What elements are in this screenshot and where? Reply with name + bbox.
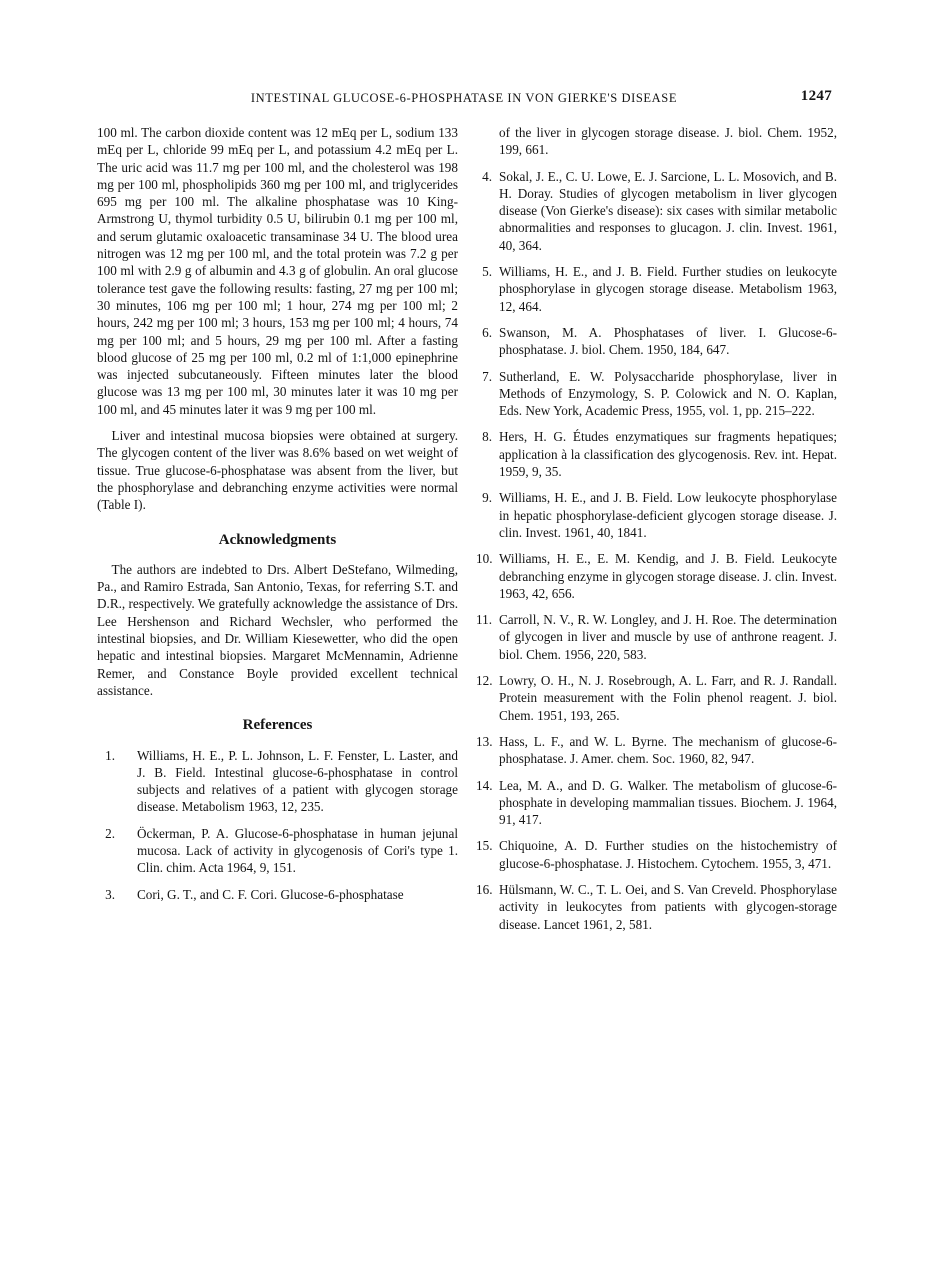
reference-number: 3. — [105, 886, 115, 902]
reference-item — [478, 324, 837, 359]
reference-item — [478, 168, 837, 254]
reference-item — [97, 825, 458, 877]
reference-number: 5. — [482, 264, 492, 280]
reference-number: 10. — [476, 551, 493, 567]
reference-text: Carroll, N. V., R. W. Longley, and J. H. Roe. The determination of glycogen in liver and muscle by use of anthrone reagent. J. biol. Chem. 1956, 220, 583. — [499, 612, 837, 662]
reference-text: Williams, H. E., E. M. Kendig, and J. B. Field. Leukocyte debranching enzyme in glycogen storage disease. J. clin. Invest. 1963, 42, 656. — [499, 551, 837, 601]
reference-text: Lowry, O. H., N. J. Rosebrough, A. L. Farr, and R. J. Randall. Protein measurement with the Folin phenol reagent. J. biol. Chem. 1951, 193, 265. — [499, 673, 837, 723]
references-list-left — [97, 747, 458, 903]
case-results-paragraph: 100 ml. The carbon dioxide content was 12 mEq per L, sodium 133 mEq per L, chloride 99 mEq per L, and potassium 4.2 mEq per L. The uric acid was 11.7 mg per 100 ml, and the cholesterol was 198 mg per 100 ml, phospholipids 360 mg per 100 ml, and triglycerides 695 mg per 100 ml. The alkaline phosphatase was 10 King-Armstrong U, thymol turbidity 0.5 U, bilirubin 0.1 mg per 100 ml, and serum glutamic oxaloacetic transaminase 34 U. The blood urea nitrogen was 12 mg per 100 ml, and the total protein was 7.2 g per 100 ml with 2.9 g of albumin and 4.3 g of globulin. An oral glucose tolerance test gave the following results: fasting, 27 mg per 100 ml; 30 minutes, 106 mg per 100 ml; 1 hour, 274 mg per 100 ml; 2 hours, 242 mg per 100 ml; 3 hours, 153 mg per 100 ml; 4 hours, 74 mg per 100 ml; and 5 hours, 29 mg per 100 ml. After a fasting blood glucose of 25 mg per 100 ml, 0.2 ml of 1:1,000 epinephrine was injected subcutaneously. Fifteen minutes later the blood glucose was 13 mg per 100 ml, 30 minutes later it was 10 mg per 100 ml, and 45 minutes later it was 9 mg per 100 ml. — [97, 125, 458, 417]
reference-number: 15. — [476, 838, 493, 854]
reference-text: Hers, H. G. Études enzymatiques sur fragments hepatiques; application à la classification des glycogenosis. Rev. int. Hepat. 1959, 9, 35. — [499, 429, 837, 480]
reference-number: 8. — [482, 429, 492, 445]
reference-text: Swanson, M. A. Phosphatases of liver. I. Glucose-6-phosphatase. J. biol. Chem. 1950, 184, 647. — [499, 324, 837, 358]
right-column — [478, 124, 837, 942]
reference-item — [97, 886, 458, 903]
references-list-right — [478, 168, 837, 933]
reference-text: Lea, M. A., and D. G. Walker. The metabolism of glucose-6-phosphate in developing mammalian tissues. Biochem. J. 1964, 91, 417. — [499, 777, 837, 828]
reference-number: 13. — [476, 733, 493, 749]
reference-number: 4. — [482, 168, 492, 184]
page-number: 1247 — [800, 88, 832, 104]
reference-item — [478, 881, 837, 933]
biopsy-paragraph: Liver and intestinal mucosa biopsies were obtained at surgery. The glycogen content of the liver was 8.6% based on wet weight of tissue. True glucose-6-phosphatase was absent from the liver, but the phosphorylase and debranching enzyme activities were normal (Table I). — [97, 428, 458, 513]
reference-item — [478, 672, 837, 724]
reference-number: 16. — [476, 881, 493, 897]
reference-item — [478, 777, 837, 829]
reference-number: 1. — [105, 747, 115, 763]
reference-item — [478, 837, 837, 872]
reference-text: Sokal, J. E., C. U. Lowe, E. J. Sarcione, L. L. Mosovich, and B. H. Doray. Studies of glycogen metabolism in liver glycogen disease (Von Gierke's disease): six cases with similar metabolic abnormalities and responses to glucagon. J. clin. Invest. 1961, 40, 364. — [499, 168, 837, 253]
reference-item — [478, 611, 837, 663]
reference-item — [478, 263, 837, 315]
references-heading: References — [242, 717, 313, 734]
reference-text: Chiquoine, A. D. Further studies on the histochemistry of glucose-6-phosphatase. J. Histochem. Cytochem. 1955, 3, 471. — [499, 838, 837, 871]
reference-text: Williams, H. E., and J. B. Field. Low leukocyte phosphorylase in hepatic phosphorylase-deficient glycogen storage disease. J. clin. Invest. 1961, 40, 1841. — [499, 490, 837, 540]
acknowledgments-heading: Acknowledgments — [218, 531, 337, 548]
reference-number: 6. — [482, 324, 492, 340]
reference-text: Sutherland, E. W. Polysaccharide phosphorylase, liver in Methods of Enzymology, S. P. Colowick and N. O. Kaplan, Eds. New York, Academic Press, 1955, vol. 1, pp. 215–222. — [499, 368, 837, 419]
reference-item — [478, 428, 837, 480]
reference-text: Williams, H. E., and J. B. Field. Further studies on leukocyte phosphorylase in glycogen storage disease. Metabolism 1963, 12, 464. — [499, 264, 837, 314]
running-title: INTESTINAL GLUCOSE-6-PHOSPHATASE IN VON GIERKE'S DISEASE — [250, 91, 678, 105]
reference-item — [478, 368, 837, 420]
reference-item — [478, 489, 837, 541]
reference-text: Hülsmann, W. C., T. L. Oei, and S. Van Creveld. Phosphorylase activity in leukocytes from patients with glycogen-storage disease. Lancet 1961, 2, 581. — [499, 881, 837, 932]
reference-number: 11. — [476, 612, 492, 628]
reference-number: 7. — [482, 368, 492, 384]
reference-number: 14. — [476, 777, 493, 793]
reference-item — [478, 550, 837, 602]
reference-text: Williams, H. E., P. L. Johnson, L. F. Fenster, L. Laster, and J. B. Field. Intestinal glucose-6-phosphatase in control subjects and relatives of a patient with glycogen storage disease. Metabolism 1963, 12, 235. — [137, 747, 458, 815]
acknowledgments-text: The authors are indebted to Drs. Albert DeStefano, Wilmeding, Pa., and Ramiro Estrada, San Antonio, Texas, for referring S.T. and D.R., respectively. We gratefully acknowledge the assistance of Drs. Lee Hershenson and Richard Wechsler, who performed the intestinal biopsies, and Dr. William Kiesewetter, who did the open hepatic and intestinal biopsies. Margaret McMennamin, Adrienne Remer, and Constance Boyle provided excellent technical assistance. — [97, 561, 458, 698]
reference-number: 2. — [105, 825, 115, 841]
reference-text: Öckerman, P. A. Glucose-6-phosphatase in human jejunal mucosa. Lack of activity in glycogenosis of Cori's type 1. Clin. chim. Acta 1964, 9, 151. — [137, 825, 458, 876]
reference-continuation: of the liver in glycogen storage disease. J. biol. Chem. 1952, 199, 661. — [499, 125, 837, 158]
reference-text: Cori, G. T., and C. F. Cori. Glucose-6-phosphatase — [137, 886, 404, 902]
reference-text: Hass, L. F., and W. L. Byrne. The mechanism of glucose-6-phosphatase. J. Amer. chem. Soc. 1960, 82, 947. — [499, 733, 837, 767]
reference-item — [97, 747, 458, 816]
reference-number: 9. — [482, 490, 492, 506]
reference-item — [478, 733, 837, 768]
reference-number: 12. — [476, 673, 493, 689]
left-column — [97, 124, 458, 912]
